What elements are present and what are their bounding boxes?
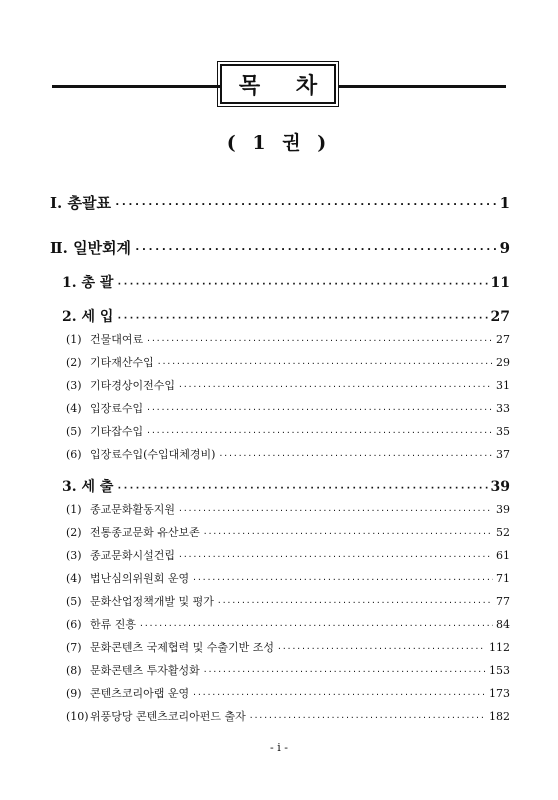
leader-dots [116, 279, 487, 290]
toc-item-number: (6) [66, 618, 82, 631]
leader-dots [277, 644, 486, 653]
toc-page: 35 [496, 425, 510, 438]
title-rule-left [52, 85, 220, 88]
toc-item-label: 입장료수입(수입대체경비) [90, 448, 216, 461]
leader-dots [139, 621, 493, 630]
toc-item[interactable] [66, 446, 510, 462]
toc-item-number: (4) [66, 402, 82, 415]
toc-item-number: (6) [66, 448, 82, 461]
toc-page: 39 [496, 503, 510, 516]
toc-page: 27 [496, 333, 510, 346]
toc-subsection-expenditure[interactable] [62, 476, 510, 496]
toc-item-number: (2) [66, 356, 82, 369]
toc-page: 61 [496, 549, 510, 562]
toc-item[interactable] [66, 616, 510, 632]
toc-item-label: 건물대여료 [90, 333, 144, 346]
toc-page: 173 [489, 687, 510, 700]
toc-page: 33 [496, 402, 510, 415]
toc-item-label: 문화콘텐츠 국제협력 및 수출기반 조성 [90, 641, 275, 654]
toc-item[interactable] [66, 423, 510, 439]
leader-dots [116, 483, 487, 494]
toc-section-general-account[interactable] [50, 237, 510, 258]
toc-page: 112 [489, 641, 510, 654]
toc-item-number: (7) [66, 641, 82, 654]
leader-dots [146, 405, 493, 414]
toc-item-label: 종교문화시설건립 [90, 549, 176, 562]
toc-page: 29 [496, 356, 510, 369]
toc-item[interactable] [66, 524, 510, 540]
page-number: - i - [270, 741, 288, 754]
toc-item[interactable] [66, 377, 510, 393]
toc-label: Ⅱ. 일반회계 [50, 239, 132, 257]
toc-page: 11 [490, 275, 510, 291]
toc-item[interactable] [66, 354, 510, 370]
toc-item[interactable] [66, 593, 510, 609]
toc-item-number: (1) [66, 333, 82, 346]
toc-item-label: 기타경상이전수입 [90, 379, 176, 392]
toc-item-number: (5) [66, 595, 82, 608]
toc-label: 1. 총 괄 [62, 275, 114, 291]
toc-item[interactable] [66, 708, 510, 724]
toc-item[interactable] [66, 639, 510, 655]
leader-dots [192, 690, 486, 699]
toc-section-summary[interactable] [50, 192, 510, 213]
title-block [0, 64, 558, 108]
leader-dots [178, 382, 493, 391]
toc-label: Ⅰ. 총괄표 [50, 194, 111, 212]
toc-label: 3. 세 출 [62, 479, 114, 495]
toc-page: 37 [496, 448, 510, 461]
toc-item-label: 기타재산수입 [90, 356, 154, 369]
toc-item-label: 문화콘텐츠 투자활성화 [90, 664, 200, 677]
toc-label: 2. 세 입 [62, 309, 114, 325]
leader-dots [178, 552, 493, 561]
leader-dots [203, 529, 493, 538]
toc-subsection-revenue[interactable] [62, 306, 510, 326]
volume-label: ( 1 권 ) [226, 132, 332, 154]
toc-item[interactable] [66, 547, 510, 563]
leader-dots [114, 198, 497, 211]
toc-item-label: 위풍당당 콘텐츠코리아펀드 출자 [90, 710, 246, 723]
toc-item[interactable] [66, 501, 510, 517]
title-rule-right [338, 85, 506, 88]
toc-page: 9 [499, 239, 510, 257]
toc-item[interactable] [66, 331, 510, 347]
toc-page: 31 [496, 379, 510, 392]
leader-dots [157, 359, 493, 368]
toc-item-label: 기타잡수입 [90, 425, 144, 438]
leader-dots [203, 667, 486, 676]
leader-dots [218, 451, 493, 460]
toc-item[interactable] [66, 570, 510, 586]
toc-item[interactable] [66, 685, 510, 701]
toc-page: 39 [490, 479, 510, 495]
toc-page: 84 [496, 618, 510, 631]
toc-page: 27 [490, 309, 510, 325]
toc-item-label: 입장료수입 [90, 402, 144, 415]
toc-item-label: 전통종교문화 유산보존 [90, 526, 200, 539]
leader-dots [217, 598, 493, 607]
toc-page: 1 [499, 194, 510, 212]
leader-dots [192, 575, 493, 584]
toc-page: 52 [496, 526, 510, 539]
toc-item-number: (2) [66, 526, 82, 539]
toc-item-number: (8) [66, 664, 82, 677]
toc-item[interactable] [66, 400, 510, 416]
toc-item-number: (1) [66, 503, 82, 516]
leader-dots [146, 336, 493, 345]
toc-item-number: (10) [66, 710, 89, 723]
toc-item-number: (5) [66, 425, 82, 438]
page-title: 목 차 [220, 64, 336, 104]
leader-dots [116, 313, 487, 324]
toc-page: 182 [489, 710, 510, 723]
toc-item-number: (4) [66, 572, 82, 585]
toc-item-label: 문화산업정책개발 및 평가 [90, 595, 214, 608]
toc-item-label: 콘텐츠코리아랩 운영 [90, 687, 190, 700]
toc-item[interactable] [66, 662, 510, 678]
leader-dots [249, 713, 486, 722]
leader-dots [146, 428, 493, 437]
toc-item-number: (3) [66, 379, 82, 392]
toc-item-number: (9) [66, 687, 82, 700]
toc-item-label: 법난심의위원회 운영 [90, 572, 190, 585]
toc-item-label: 종교문화활동지원 [90, 503, 176, 516]
toc-page: 77 [496, 595, 510, 608]
leader-dots [178, 506, 493, 515]
toc-item-label: 한류 진흥 [90, 618, 137, 631]
toc-page: 153 [489, 664, 510, 677]
leader-dots [134, 243, 497, 256]
toc-page: 71 [496, 572, 510, 585]
toc-item-number: (3) [66, 549, 82, 562]
toc-subsection-overview[interactable] [62, 272, 510, 292]
